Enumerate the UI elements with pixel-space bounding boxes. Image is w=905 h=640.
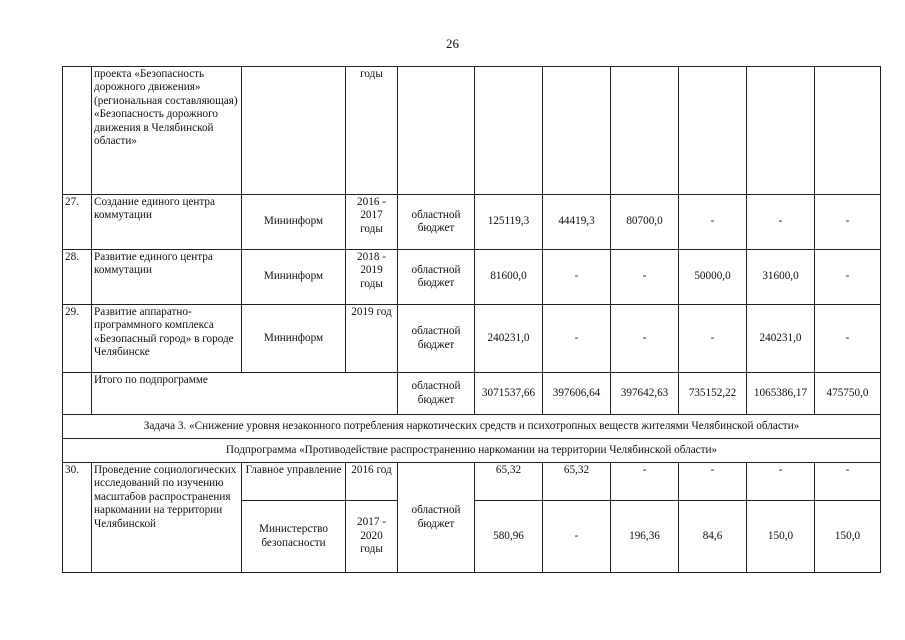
cell-value: 397642,63 <box>611 373 679 415</box>
page-number: 26 <box>446 36 459 51</box>
cell-value: 81600,0 <box>475 250 543 305</box>
table-row <box>63 250 881 305</box>
cell-value: 3071537,66 <box>475 373 543 415</box>
cell-value: 475750,0 <box>815 373 881 415</box>
cell-period: 2019 год <box>346 305 398 373</box>
cell-value: 65,32 <box>543 463 611 501</box>
cell-value: - <box>543 250 611 305</box>
budget-table <box>62 66 881 573</box>
task-heading: Задача 3. «Снижение уровня незаконного потребления наркотических средств и психотропных веществ жителями Челябинской области» <box>63 415 881 439</box>
cell-description: Проведение социологических исследований по изучению масштабов распространения наркомании на территории Челябинской <box>92 463 242 573</box>
cell-funding-source: областной бюджет <box>398 195 475 250</box>
cell-value: 735152,22 <box>679 373 747 415</box>
cell-num: 28. <box>63 250 92 305</box>
cell-num: 29. <box>63 305 92 373</box>
cell-value: 397606,64 <box>543 373 611 415</box>
cell-value: - <box>611 250 679 305</box>
cell-num: 27. <box>63 195 92 250</box>
cell-num <box>63 373 92 415</box>
cell-value: 50000,0 <box>679 250 747 305</box>
cell-value: - <box>679 305 747 373</box>
table-row <box>63 463 881 501</box>
cell-value: - <box>543 501 611 573</box>
cell-value: - <box>815 463 881 501</box>
cell-value: - <box>611 305 679 373</box>
cell-value: - <box>815 305 881 373</box>
cell-value: - <box>679 195 747 250</box>
cell-value: - <box>747 195 815 250</box>
cell-description: Создание единого центра коммутации <box>92 195 242 250</box>
cell-value: 80700,0 <box>611 195 679 250</box>
cell-value: 150,0 <box>815 501 881 573</box>
cell-executor: Мининформ <box>242 250 346 305</box>
cell-value: - <box>815 195 881 250</box>
table-row-subprogram-heading <box>63 439 881 463</box>
cell-executor: Мининформ <box>242 195 346 250</box>
cell-value: - <box>815 250 881 305</box>
table-row-task-heading <box>63 415 881 439</box>
cell-executor <box>242 67 346 195</box>
cell-period: 2017 - 2020 годы <box>346 501 398 573</box>
cell-num <box>63 67 92 195</box>
cell-period: годы <box>346 67 398 195</box>
total-label: Итого по подпрограмме <box>92 373 398 415</box>
cell-executor: Министерство безопасности <box>242 501 346 573</box>
cell-num: 30. <box>63 463 92 573</box>
cell-value: 125119,3 <box>475 195 543 250</box>
cell-value: 84,6 <box>679 501 747 573</box>
cell-value: 196,36 <box>611 501 679 573</box>
cell-value: 240231,0 <box>475 305 543 373</box>
cell-period: 2016 - 2017 годы <box>346 195 398 250</box>
cell-funding-source: областной бюджет <box>398 305 475 373</box>
cell-period: 2016 год <box>346 463 398 501</box>
cell-executor: Главное управление <box>242 463 346 501</box>
cell-value: 240231,0 <box>747 305 815 373</box>
cell-description: Развитие единого центра коммутации <box>92 250 242 305</box>
cell-description: Развитие аппаратно-программного комплекса «Безопасный город» в городе Челябинске <box>92 305 242 373</box>
cell-funding-source: областной бюджет <box>398 463 475 573</box>
cell-description: проекта «Безопасность дорожного движения» (региональная составляющая) «Безопасность дорожного движения в Челябинской области» <box>92 67 242 195</box>
table-row-continuation <box>63 67 881 195</box>
cell-value: - <box>679 463 747 501</box>
subprogram-heading: Подпрограмма «Противодействие распространению наркомании на территории Челябинской области» <box>63 439 881 463</box>
cell-value: - <box>747 463 815 501</box>
cell-value: 1065386,17 <box>747 373 815 415</box>
cell-funding-source: областной бюджет <box>398 250 475 305</box>
cell-value: 31600,0 <box>747 250 815 305</box>
cell-value: - <box>611 463 679 501</box>
cell-value: 150,0 <box>747 501 815 573</box>
table-row <box>63 195 881 250</box>
cell-value: 65,32 <box>475 463 543 501</box>
table-row-total <box>63 373 881 415</box>
cell-value: 580,96 <box>475 501 543 573</box>
cell-executor: Мининформ <box>242 305 346 373</box>
table-row <box>63 305 881 373</box>
cell-period: 2018 - 2019 годы <box>346 250 398 305</box>
cell-funding-source: областной бюджет <box>398 373 475 415</box>
cell-value: 44419,3 <box>543 195 611 250</box>
cell-value: - <box>543 305 611 373</box>
